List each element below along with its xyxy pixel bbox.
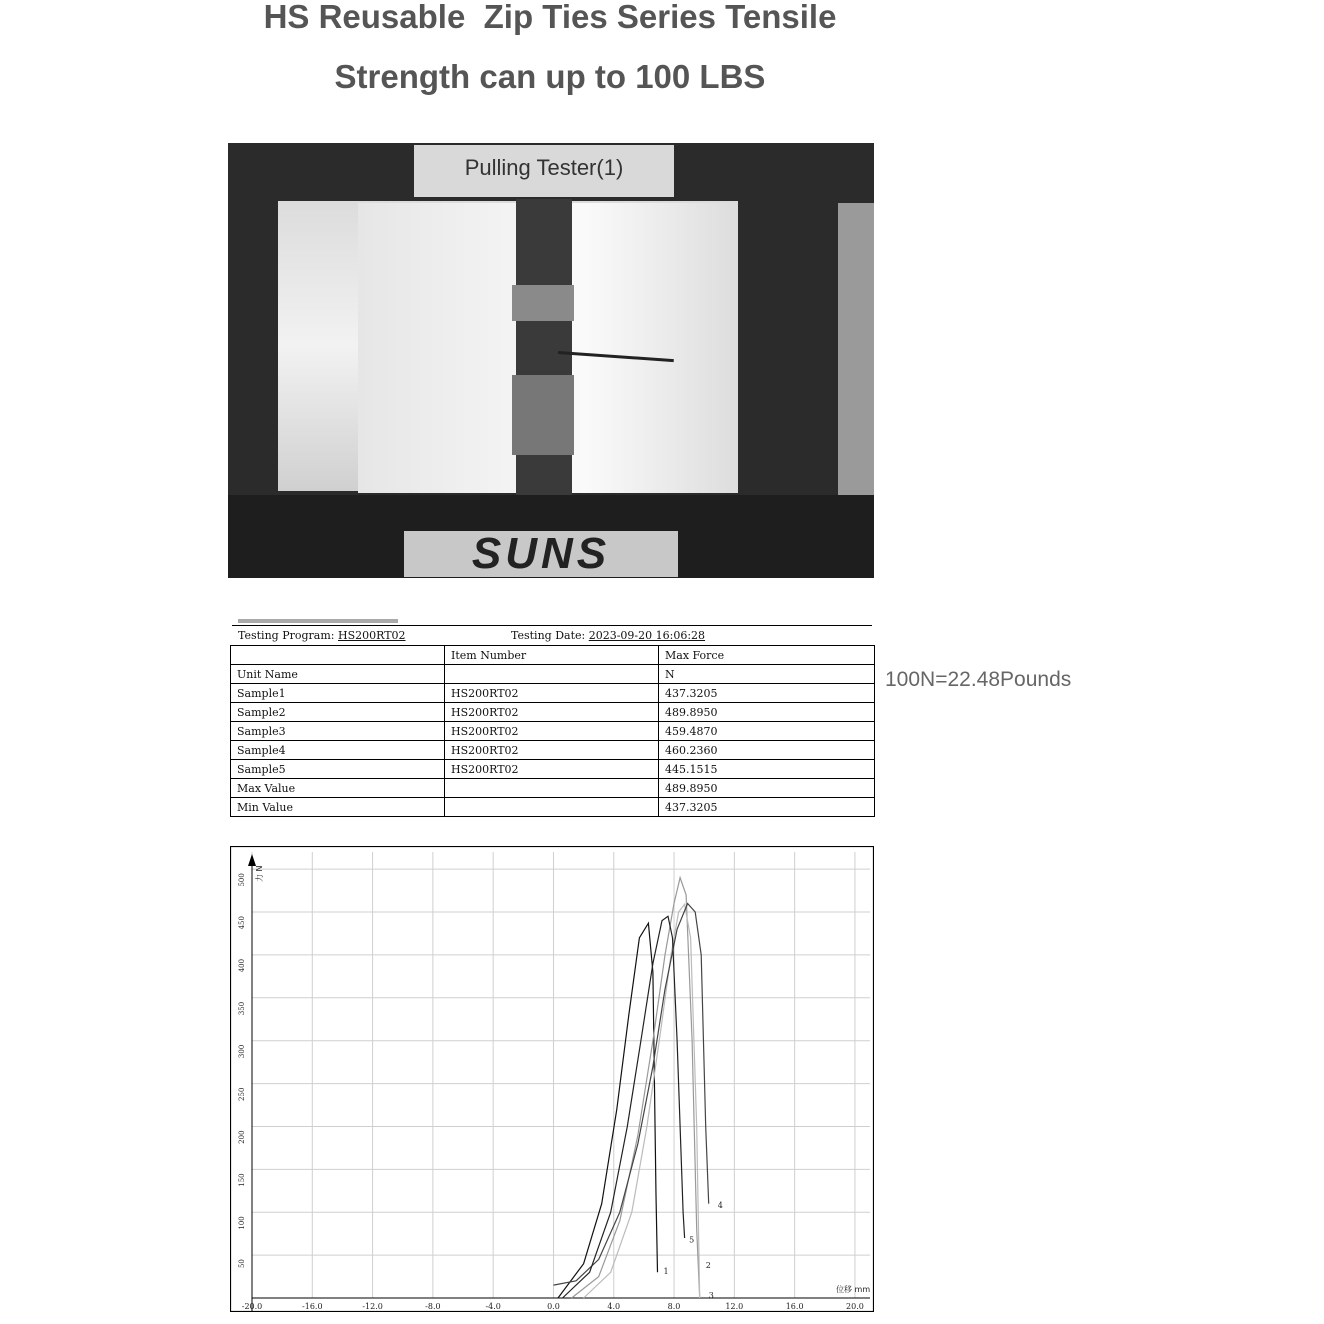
report-header-bar: [238, 619, 398, 623]
y-tick-label: 400: [238, 958, 246, 973]
table-cell: 437.3205: [659, 684, 875, 703]
testing-program-value: HS200RT02: [337, 629, 406, 642]
table-cell: 460.2360: [659, 741, 875, 760]
table-header-cell: [231, 646, 445, 665]
table-cell: [445, 779, 659, 798]
y-axis-label: 力 N: [255, 865, 264, 882]
results-table: [230, 645, 875, 817]
table-cell: 489.8950: [659, 703, 875, 722]
x-tick-label: 8.0: [667, 1302, 681, 1311]
y-tick-label: 100: [238, 1216, 246, 1230]
table-row: [231, 703, 875, 722]
table-cell: Sample1: [231, 684, 445, 703]
pulling-tester-photo: [228, 143, 874, 578]
x-tick-label: 0.0: [547, 1302, 560, 1311]
table-cell: HS200RT02: [445, 722, 659, 741]
chart-svg: [230, 846, 874, 1312]
conversion-note: 100N=22.48Pounds: [885, 668, 1072, 691]
force-displacement-chart: [230, 846, 874, 1312]
table-row: [231, 665, 875, 684]
table-cell: [445, 798, 659, 817]
x-tick-label: 16.0: [785, 1302, 804, 1311]
x-tick-label: 4.0: [607, 1302, 621, 1311]
y-tick-label: 450: [238, 916, 246, 930]
y-tick-label: 300: [238, 1044, 246, 1059]
table-cell: Sample2: [231, 703, 445, 722]
testing-program: [238, 629, 406, 642]
testing-program-label: Testing Program:: [238, 629, 338, 642]
x-tick-label: -12.0: [362, 1302, 383, 1311]
table-cell: HS200RT02: [445, 703, 659, 722]
y-tick-label: 200: [238, 1130, 246, 1144]
page-title-line2: Strength can up to 100 LBS: [334, 58, 766, 95]
x-tick-label: 20.0: [846, 1302, 864, 1311]
table-cell: HS200RT02: [445, 741, 659, 760]
brand-plate: SUNS: [404, 531, 678, 577]
table-cell: N: [659, 665, 875, 684]
table-row: [231, 741, 875, 760]
testing-date: [511, 629, 705, 642]
table-row: [231, 760, 875, 779]
tester-sign: Pulling Tester(1): [414, 145, 674, 197]
series-label-5: 5: [689, 1235, 695, 1245]
series-label-3: 3: [708, 1291, 714, 1300]
testing-date-value: 2023-09-20 16:06:28: [588, 629, 706, 642]
table-cell: 459.4870: [659, 722, 875, 741]
table-row: [231, 684, 875, 703]
table-cell: HS200RT02: [445, 760, 659, 779]
series-label-4: 4: [717, 1200, 723, 1210]
upper-grip: [512, 285, 574, 321]
table-cell: 437.3205: [659, 798, 875, 817]
table-cell: Max Value: [231, 779, 445, 798]
testing-date-label: Testing Date:: [511, 629, 589, 642]
table-cell: Min Value: [231, 798, 445, 817]
x-tick-label: -20.0: [241, 1302, 263, 1311]
y-tick-label: 150: [238, 1173, 246, 1187]
x-tick-label: -16.0: [302, 1302, 323, 1311]
x-tick-label: -4.0: [485, 1302, 501, 1311]
series-label-1: 1: [663, 1266, 669, 1276]
x-tick-label: 12.0: [725, 1302, 744, 1311]
table-cell: 489.8950: [659, 779, 875, 798]
page-title-line1: HS Reusable Zip Ties Series Tensile: [263, 0, 837, 35]
y-tick-label: 500: [238, 873, 246, 887]
machine-frame: [838, 203, 874, 503]
report-top-rule: [232, 625, 872, 626]
table-cell: Sample3: [231, 722, 445, 741]
table-cell: 445.1515: [659, 760, 875, 779]
lower-grip: [512, 375, 574, 455]
y-tick-label: 250: [238, 1087, 246, 1101]
table-row: [231, 722, 875, 741]
table-cell: Sample4: [231, 741, 445, 760]
y-tick-label: 50: [238, 1259, 246, 1269]
table-cell: Unit Name: [231, 665, 445, 684]
chart-frame: [231, 847, 874, 1312]
y-tick-label: 350: [238, 1001, 246, 1016]
table-header-cell: Max Force: [659, 646, 875, 665]
series-label-2: 2: [705, 1260, 711, 1270]
table-row: [231, 779, 875, 798]
x-tick-label: -8.0: [425, 1302, 441, 1311]
table-header-row: [231, 646, 875, 665]
table-cell: HS200RT02: [445, 684, 659, 703]
table-cell: Sample5: [231, 760, 445, 779]
table-row: [231, 798, 875, 817]
table-cell: [445, 665, 659, 684]
table-header-cell: Item Number: [445, 646, 659, 665]
x-axis-label: 位移 mm: [836, 1285, 871, 1294]
